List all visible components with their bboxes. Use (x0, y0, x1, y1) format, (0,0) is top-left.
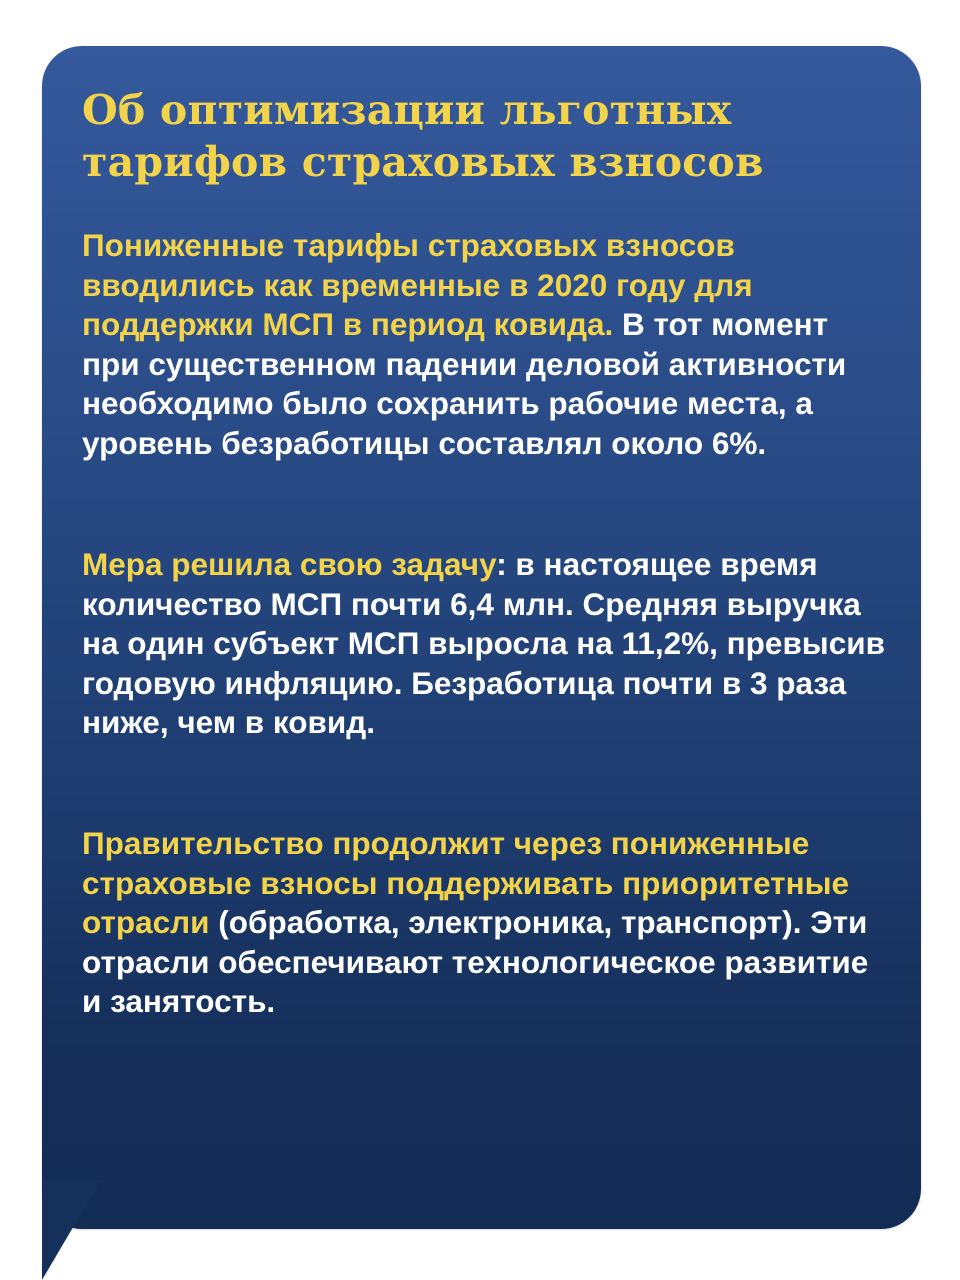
paragraph-text: (обработка, электроника, транспорт). Эти отрасли обеспечивают технологическое развитие и занятость. (82, 904, 869, 1019)
paragraph-highlight: Пониженные тарифы страховых взносов вводились как временные в 2020 году для поддержки МСП в период ковида. (82, 227, 753, 342)
paragraph-highlight: Мера решила свою задачу (82, 546, 497, 582)
paragraph-covid-tariffs (82, 226, 892, 463)
paragraph-highlight: Правительство продолжит через пониженные страховые взносы поддерживать приоритетные отрасли (82, 825, 850, 940)
paragraph-measure-results (82, 545, 892, 743)
speech-bubble-tail (42, 1180, 102, 1280)
paragraph-government-support (82, 824, 892, 1022)
card-title: Об оптимизации льготных тарифов страховых взносов (82, 86, 764, 186)
paragraph-text: : в настоящее время количество МСП почти 6,4 млн. Средняя выручка на один субъект МСП выросла на 11,2%, превысив годовую инфляцию. Безработица почти в 3 раза ниже, чем в ковид. (82, 546, 885, 740)
paragraph-text: В тот момент при существенном падении деловой активности необходимо было сохранить рабочие места, а уровень безработицы составлял около 6%. (82, 306, 847, 461)
